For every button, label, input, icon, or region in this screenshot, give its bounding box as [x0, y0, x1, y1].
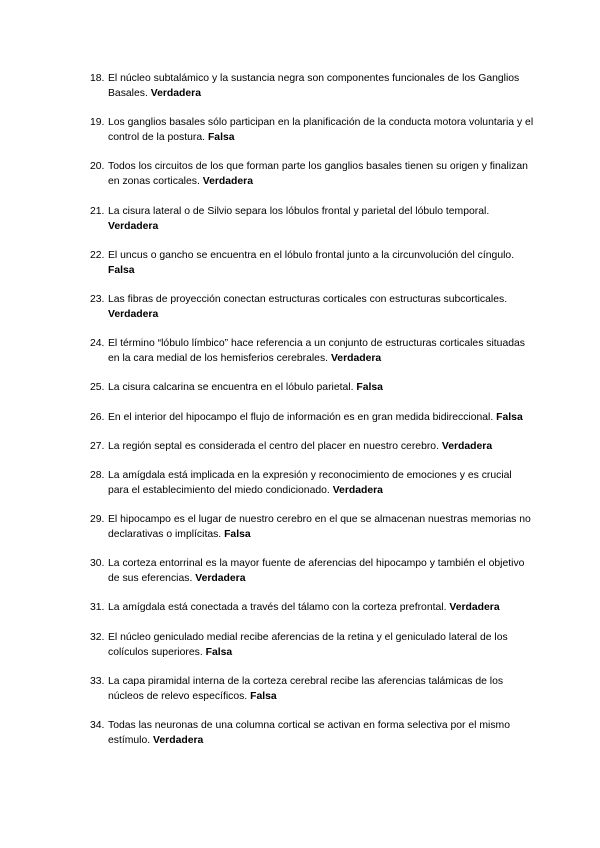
- question-answer: Verdadera: [108, 308, 159, 320]
- question-text: La cisura lateral o de Silvio separa los lóbulos frontal y parietal del lóbulo temporal.: [108, 205, 490, 217]
- question-number: 23.: [90, 293, 105, 305]
- question-answer: Verdadera: [330, 353, 382, 365]
- question-item: [0, 674, 600, 704]
- question-answer: Falsa: [207, 132, 235, 144]
- question-answer: Verdadera: [449, 602, 500, 614]
- question-text: La amígdala está implicada en la expresión y reconocimiento de emociones y es crucial para el establecimiento del miedo condicionado.: [108, 469, 512, 496]
- question-number: 25.: [90, 382, 105, 394]
- question-number: 33.: [90, 675, 105, 687]
- question-answer: Verdadera: [332, 484, 383, 496]
- question-text: El hipocampo es el lugar de nuestro cerebro en el que se almacenan nuestras memorias no declarativas o implícitas.: [108, 514, 531, 541]
- question-text: Los ganglios basales sólo participan en la planificación de la conducta motora voluntaria y el control de la postura.: [108, 117, 534, 144]
- question-number: 32.: [90, 631, 105, 643]
- question-item: [0, 336, 600, 366]
- question-number: 18.: [90, 73, 105, 84]
- question-item: [0, 115, 600, 145]
- question-text: La región septal es considerada el centro del placer en nuestro cerebro.: [108, 440, 439, 452]
- question-item: [0, 439, 600, 454]
- question-item: [0, 71, 600, 101]
- question-answer: Falsa: [496, 411, 523, 423]
- question-number: 29.: [90, 514, 105, 526]
- question-answer: Falsa: [108, 264, 135, 276]
- question-number: 21.: [90, 205, 105, 217]
- question-item: [0, 600, 600, 615]
- question-number: 28.: [90, 469, 105, 481]
- question-text: La corteza entorrinal es la mayor fuente de aferencias del hipocampo y también el objetivo de sus eferencias.: [108, 558, 525, 585]
- question-text: El núcleo geniculado medial recibe aferencias de la retina y el geniculado lateral de los colículos superiores.: [108, 631, 508, 658]
- question-item: [0, 468, 600, 498]
- question-number: 34.: [90, 720, 105, 731]
- question-text: La capa piramidal interna de la corteza cerebral recibe las aferencias talámicas de los núcleos de relevo específicos.: [108, 675, 504, 702]
- question-item: [0, 204, 600, 234]
- question-number: 26.: [90, 411, 105, 423]
- question-text: El uncus o gancho se encuentra en el lóbulo frontal junto a la circunvolución del cíngulo.: [108, 249, 515, 261]
- question-number: 30.: [90, 558, 105, 570]
- question-text: La amígdala está conectada a través del tálamo con la corteza prefrontal.: [108, 602, 447, 614]
- question-item: [0, 556, 600, 586]
- question-number: 22.: [90, 249, 105, 261]
- question-answer: Falsa: [356, 382, 383, 394]
- question-item: [0, 718, 600, 748]
- question-answer: Falsa: [205, 646, 233, 658]
- question-number: 31.: [90, 602, 105, 614]
- question-text: En el interior del hipocampo el flujo de información es en gran medida bidireccional.: [108, 411, 494, 423]
- question-item: [0, 410, 600, 425]
- question-list: [0, 71, 600, 762]
- question-answer: Verdadera: [202, 176, 253, 188]
- question-answer: Verdadera: [153, 735, 204, 746]
- question-answer: Verdadera: [441, 440, 493, 452]
- question-answer: Verdadera: [195, 573, 246, 585]
- question-text: Todos los circuitos de los que forman parte los ganglios basales tienen su origen y finalizan en zonas corticales.: [108, 161, 528, 188]
- question-answer: Verdadera: [150, 88, 202, 99]
- question-item: [0, 380, 600, 395]
- question-number: 19.: [90, 117, 105, 129]
- question-item: [0, 292, 600, 322]
- question-item: [0, 159, 600, 189]
- question-text: El núcleo subtalámico y la sustancia negra son componentes funcionales de los Ganglios Basales.: [108, 73, 520, 99]
- question-text: Todas las neuronas de una columna cortical se activan en forma selectiva por el mismo estímulo.: [108, 720, 510, 746]
- question-answer: Verdadera: [108, 220, 159, 232]
- question-number: 24.: [90, 338, 105, 350]
- question-text: Las fibras de proyección conectan estructuras corticales con estructuras subcorticales.: [108, 293, 508, 305]
- question-number: 27.: [90, 440, 105, 452]
- question-item: [0, 248, 600, 278]
- question-answer: Falsa: [250, 690, 277, 702]
- question-text: El término “lóbulo límbico” hace referencia a un conjunto de estructuras corticales situadas en la cara medial de los hemisferios cerebrales.: [108, 338, 525, 365]
- question-answer: Falsa: [224, 529, 251, 541]
- question-text: La cisura calcarina se encuentra en el lóbulo parietal.: [108, 382, 354, 394]
- question-item: [0, 630, 600, 660]
- question-item: [0, 512, 600, 542]
- question-number: 20.: [90, 161, 105, 173]
